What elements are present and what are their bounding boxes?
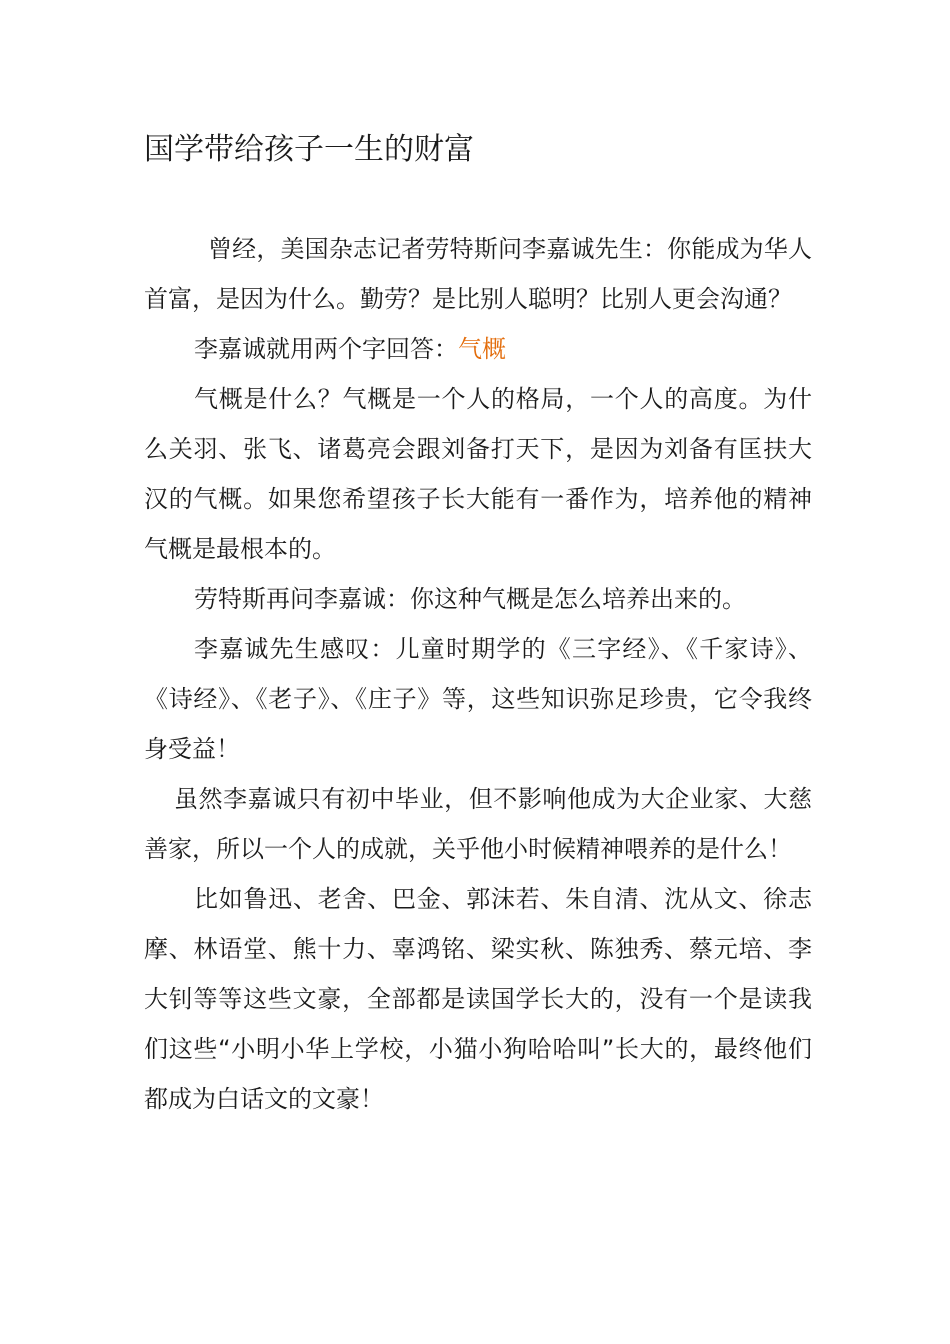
paragraph-achievement: 虽然李嘉诚只有初中毕业，但不影响他成为大企业家、大慈善家，所以一个人的成就，关乎他小时候精神喂养的是什么！: [144, 785, 812, 863]
paragraph-follow-up-question: 劳特斯再问李嘉诚：你这种气概是怎么培养出来的。: [194, 585, 746, 613]
answer-lead-text: 李嘉诚就用两个字回答：: [194, 335, 458, 363]
paragraph-definition: 气概是什么？气概是一个人的格局，一个人的高度。为什么关羽、张飞、诸葛亮会跟刘备打天下，是因为刘备有匡扶大汉的气概。如果您希望孩子长大能有一番作为，培养他的精神气概是最根本的。: [144, 385, 812, 563]
paragraph-writers: 比如鲁迅、老舍、巴金、郭沫若、朱自清、沈从文、徐志摩、林语堂、熊十力、辜鸿铭、梁实秋、陈独秀、蔡元培、李大钊等等这些文豪，全部都是读国学长大的，没有一个是读我们这些“小明小华上学校，小猫小狗哈哈叫”长大的，最终他们都成为白话文的文豪！: [144, 885, 812, 1113]
document-title: 国学带给孩子一生的财富: [144, 132, 474, 167]
document-body: [144, 224, 812, 1124]
paragraph-answer: [144, 324, 812, 374]
paragraph-classics: 李嘉诚先生感叹：儿童时期学的《三字经》、《千家诗》、《诗经》、《老子》、《庄子》等，这些知识弥足珍贵，它令我终身受益！: [144, 635, 812, 763]
paragraph-interview-question: 曾经，美国杂志记者劳特斯问李嘉诚先生：你能成为华人首富，是因为什么。勤劳？是比别人聪明？比别人更会沟通？: [144, 235, 812, 313]
answer-highlight-text: 气概: [458, 335, 506, 363]
